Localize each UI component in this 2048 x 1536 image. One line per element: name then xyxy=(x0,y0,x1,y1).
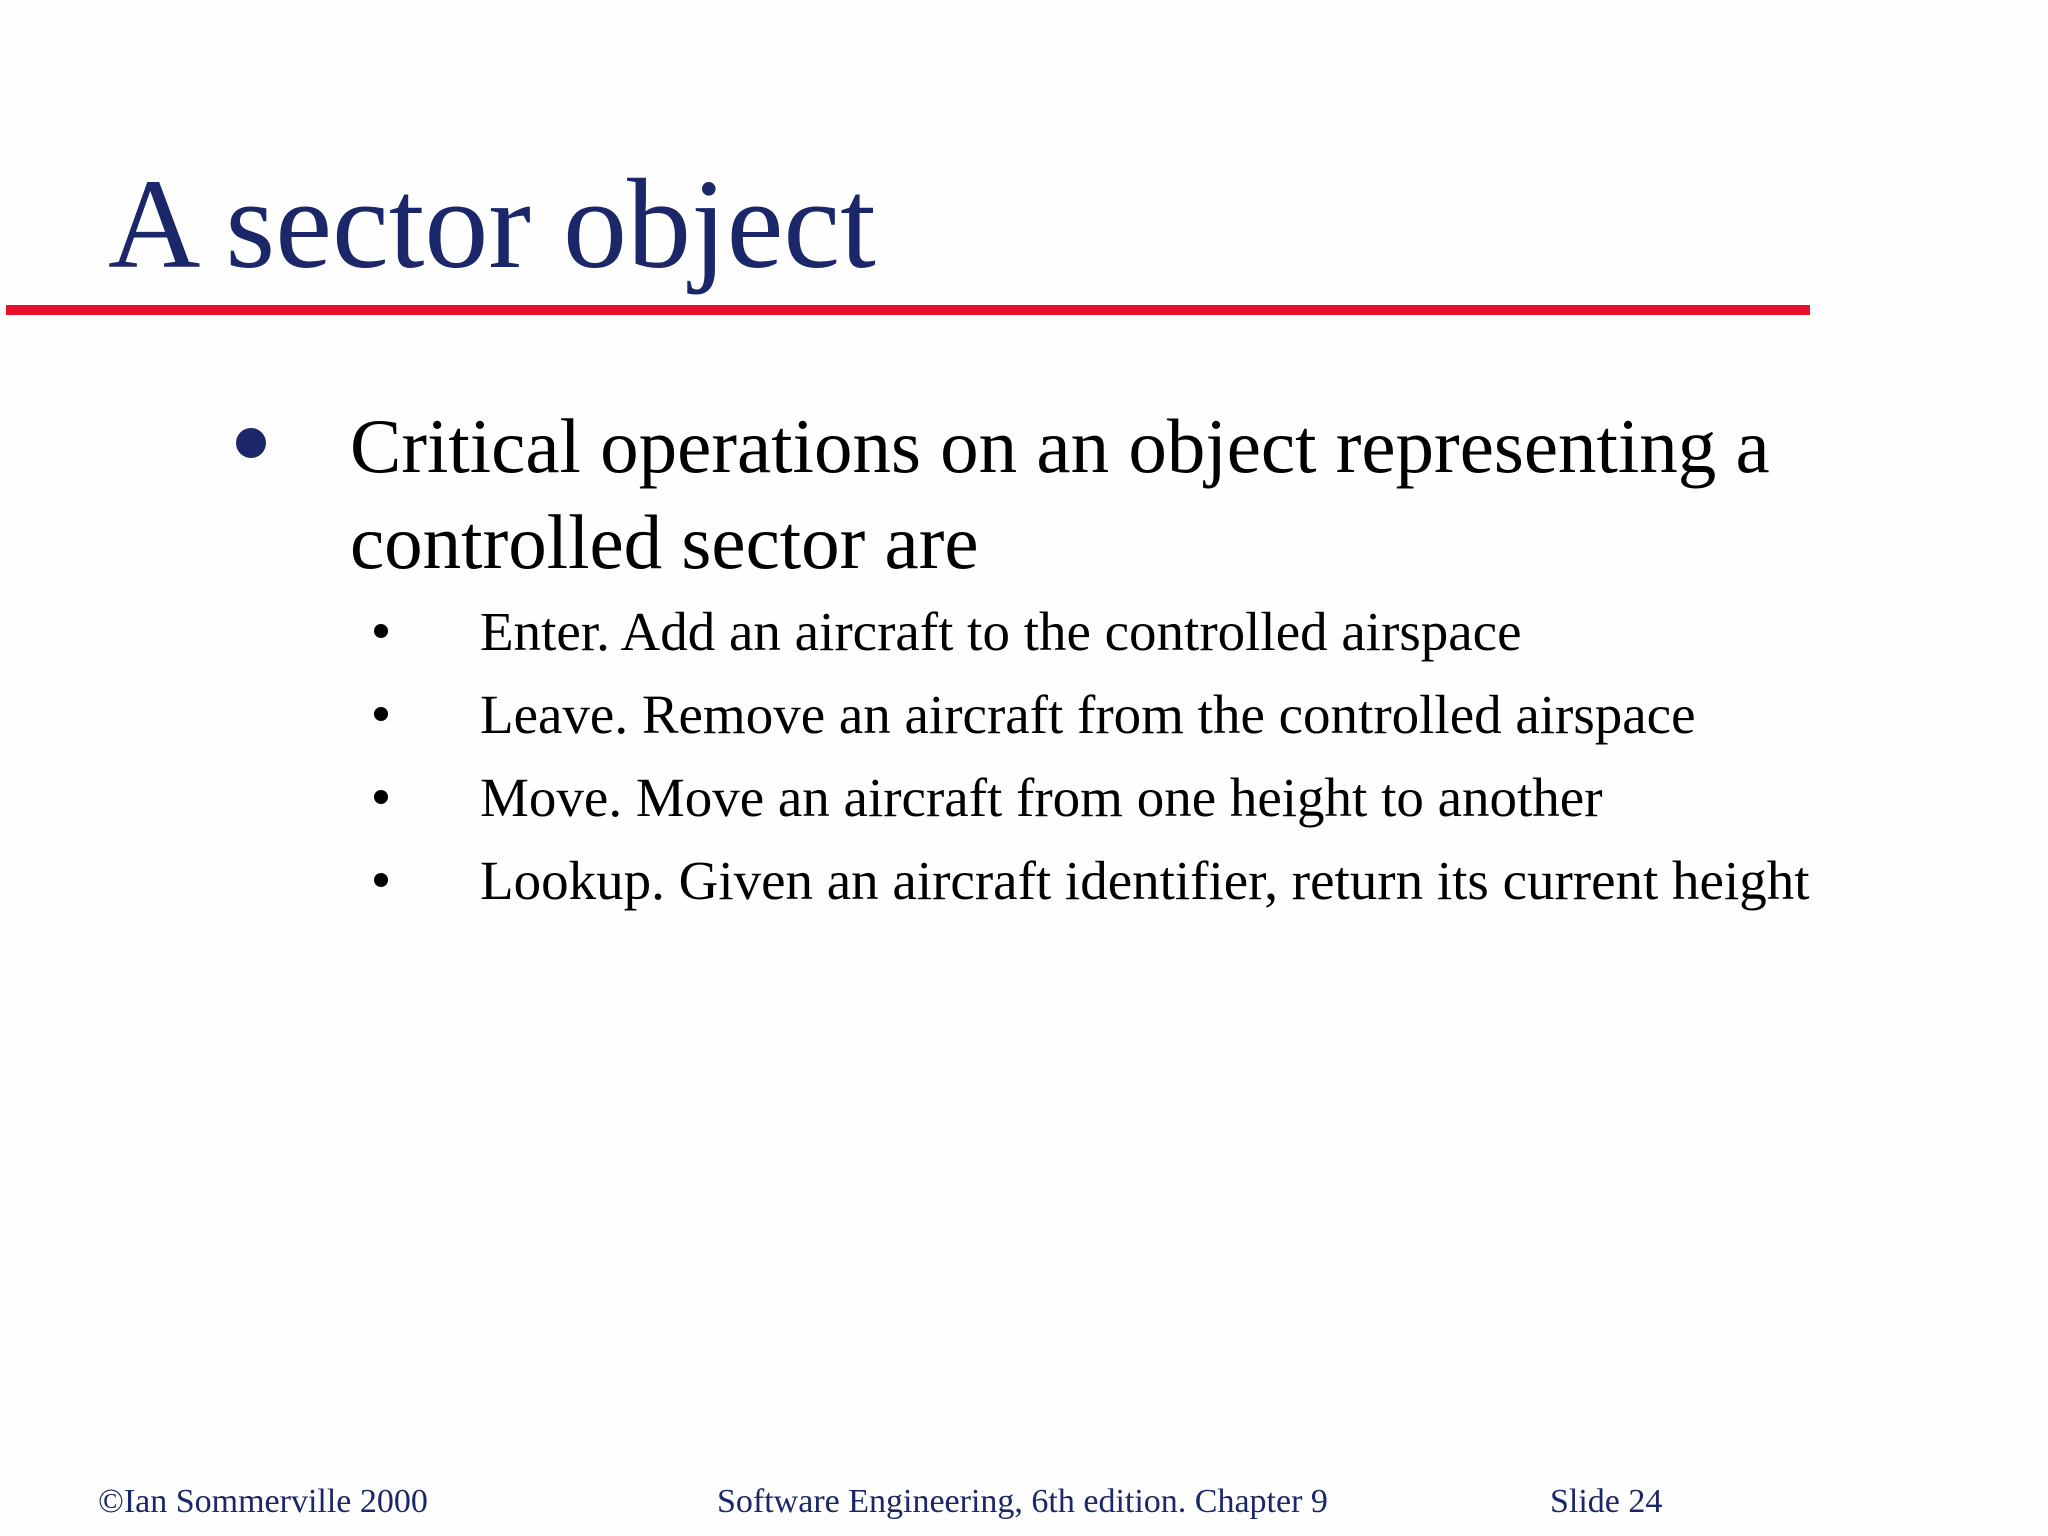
footer-copyright: ©Ian Sommerville 2000 xyxy=(98,1483,428,1520)
footer-book-chapter: Software Engineering, 6th edition. Chapter 9 xyxy=(717,1483,1328,1520)
sub-bullet-dot-icon xyxy=(374,707,388,721)
sub-bullet-move xyxy=(370,764,1990,847)
sub-bullet-lookup xyxy=(370,847,1990,930)
bullet-dot-icon xyxy=(236,428,266,458)
slide-title: A sector object xyxy=(108,153,876,295)
sub-bullet-list xyxy=(370,598,1990,930)
sub-bullet-leave xyxy=(370,681,1990,764)
sub-bullet-text: Enter. Add an aircraft to the controlled airspace xyxy=(480,601,1522,662)
sub-bullet-enter xyxy=(370,598,1990,681)
sub-bullet-text: Lookup. Given an aircraft identifier, return its current height xyxy=(480,850,1810,911)
sub-bullet-dot-icon xyxy=(374,624,388,638)
footer-slide-number: Slide 24 xyxy=(1550,1483,1663,1520)
title-underline-rule xyxy=(6,305,1810,315)
sub-bullet-text: Leave. Remove an aircraft from the controlled airspace xyxy=(480,684,1696,745)
sub-bullet-dot-icon xyxy=(374,873,388,887)
main-bullet-text: Critical operations on an object representing a controlled sector are xyxy=(350,403,1770,585)
sub-bullet-text: Move. Move an aircraft from one height to another xyxy=(480,767,1603,828)
sub-bullet-dot-icon xyxy=(374,790,388,804)
